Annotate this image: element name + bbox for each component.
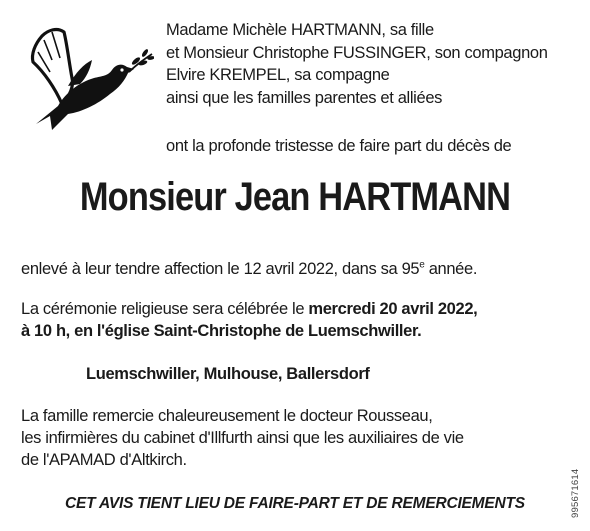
ceremony-place: à 10 h, en l'église Saint-Christophe de Luemschwiller. <box>21 322 422 340</box>
family-list <box>166 19 548 109</box>
dove-with-olive-branch-icon <box>22 20 154 142</box>
reference-number: 995671614 <box>570 468 581 518</box>
ceremony-date: mercredi 20 avril 2022, <box>308 300 478 318</box>
enleve-text: enlevé à leur tendre affection le 12 avril 2022, dans sa 95 <box>21 260 420 278</box>
thanks-paragraph <box>21 405 464 471</box>
footer-notice: CET AVIS TIENT LIEU DE FAIRE-PART ET DE REMERCIEMENTS <box>65 495 525 512</box>
ceremony-line-2 <box>21 320 477 342</box>
deceased-name: Monsieur Jean HARTMANN <box>79 175 511 219</box>
family-line: et Monsieur Christophe FUSSINGER, son compagnon <box>166 43 548 62</box>
ordinal-suffix: e <box>419 259 425 271</box>
places-line: Luemschwiller, Mulhouse, Ballersdorf <box>86 365 370 383</box>
thanks-line: les infirmières du cabinet d'Illfurth ainsi que les auxiliaires de vie <box>21 429 464 447</box>
family-line: Madame Michèle HARTMANN, sa fille <box>166 21 434 39</box>
thanks-line: La famille remercie chaleureusement le docteur Rousseau, <box>21 407 433 425</box>
enleve-text-end: année. <box>424 260 478 278</box>
ceremony-intro: La cérémonie religieuse sera célébrée le <box>21 300 309 318</box>
enleve-paragraph <box>21 258 477 280</box>
announcement-text: ont la profonde tristesse de faire part du décès de <box>166 137 512 155</box>
ceremony-line-1 <box>21 298 477 320</box>
thanks-line: de l'APAMAD d'Altkirch. <box>21 451 187 469</box>
ceremony-paragraph <box>21 298 477 342</box>
family-line: ainsi que les familles parentes et alliées <box>166 88 443 107</box>
family-line: Elvire KREMPEL, sa compagne <box>166 66 390 84</box>
